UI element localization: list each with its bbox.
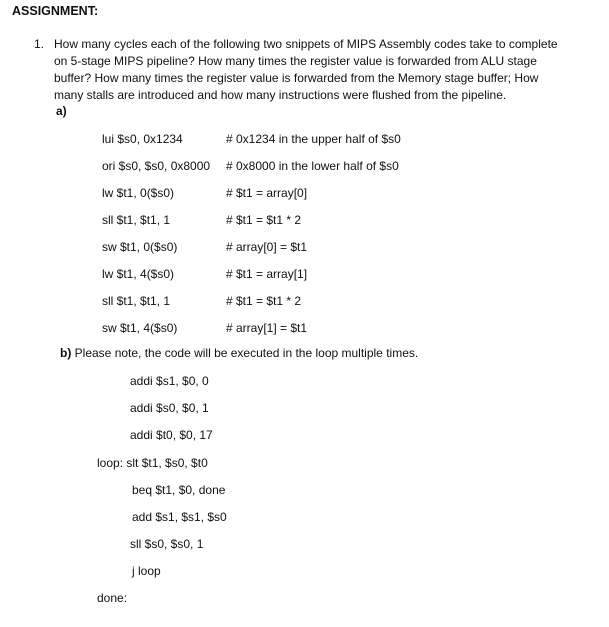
code-comment: # 0x1234 in the upper half of $s0 <box>226 132 401 146</box>
code-instruction: sll $t1, $t1, 1 <box>102 294 171 308</box>
done-label: done: <box>97 591 128 605</box>
code-instruction: lw $t1, 4($s0) <box>102 267 175 281</box>
part-b-note: Please note, the code will be executed in the loop multiple times. <box>71 346 419 360</box>
question-text-line-1: How many cycles each of the following two snippets of MIPS Assembly codes take to complete <box>54 37 558 51</box>
code-comment: # $t1 = array[0] <box>226 186 308 200</box>
question-text-line-3: buffer? How many times the register value is forwarded from the Memory stage buffer; How <box>54 71 539 85</box>
question-text-line-4: many stalls are introduced and how many instructions were flushed from the pipeline. <box>54 88 507 102</box>
code-instruction: addi $t0, $0, 17 <box>130 428 213 442</box>
code-comment: # $t1 = $t1 * 2 <box>226 294 302 308</box>
loop-label-instruction: loop: slt $t1, $s0, $t0 <box>97 456 208 470</box>
part-b-heading <box>60 346 418 360</box>
code-instruction: sll $t1, $t1, 1 <box>102 213 171 227</box>
part-a-label: a) <box>56 104 67 118</box>
code-comment: # 0x8000 in the lower half of $s0 <box>226 159 399 173</box>
code-comment: # $t1 = array[1] <box>226 267 308 281</box>
part-b-label: b) <box>60 346 72 360</box>
code-comment: # array[1] = $t1 <box>226 321 308 335</box>
code-instruction: lui $s0, 0x1234 <box>102 132 183 146</box>
code-comment: # array[0] = $t1 <box>226 240 308 254</box>
code-instruction: beq $t1, $0, done <box>132 483 226 497</box>
code-instruction: ori $s0, $s0, 0x8000 <box>102 159 211 173</box>
question-text-line-2: on 5-stage MIPS pipeline? How many times the register value is forwarded from ALU stage <box>54 54 537 68</box>
code-instruction: lw $t1, 0($s0) <box>102 186 175 200</box>
code-instruction: sw $t1, 0($s0) <box>102 240 178 254</box>
code-instruction: j loop <box>132 564 161 578</box>
question-number: 1. <box>34 37 45 51</box>
code-comment: # $t1 = $t1 * 2 <box>226 213 302 227</box>
code-instruction: addi $s1, $0, 0 <box>130 374 209 388</box>
code-instruction: addi $s0, $0, 1 <box>130 401 209 415</box>
code-instruction: sw $t1, 4($s0) <box>102 321 178 335</box>
assignment-title: ASSIGNMENT: <box>12 4 99 18</box>
code-instruction: add $s1, $s1, $s0 <box>132 510 227 524</box>
code-instruction: sll $s0, $s0, 1 <box>130 537 204 551</box>
